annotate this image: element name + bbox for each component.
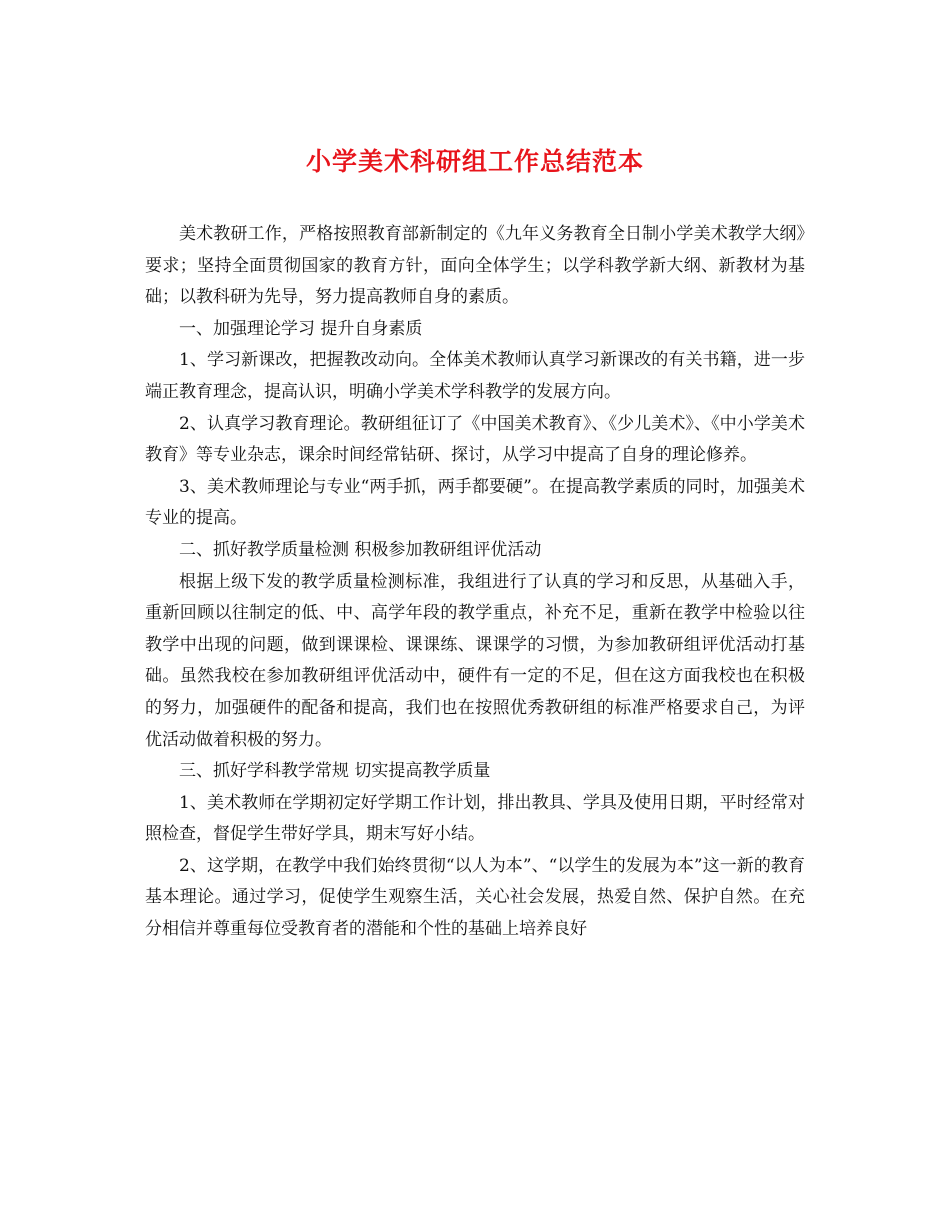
section-heading-2: 二、抓好教学质量检测 积极参加教研组评优活动 bbox=[179, 539, 542, 560]
paragraph-1-1: 1、学习新课改，把握教改动向。全体美术教师认真学习新课改的有关书籍，进一步端正教育理念，提高认识，明确小学美术学科教学的发展方向。 bbox=[145, 350, 805, 402]
paragraph-1-3: 3、美术教师理论与专业“两手抓，两手都要硬”。在提高教学素质的同时，加强美术专业的提高。 bbox=[145, 476, 805, 529]
paragraph-2: 根据上级下发的教学质量检测标准，我组进行了认真的学习和反思，从基础入手，重新回顾以往制定的低、中、高学年段的教学重点，补充不足，重新在教学中检验以往教学中出现的问题，做到课课检、课课练、课课学的习惯，为参加教研组评优活动打基础。虽然我校在参加教研组评优活动中，硬件有一定的不足，但在这方面我校也在积极的努力，加强硬件的配备和提高，我们也在按照优秀教研组的标准严格要求自己，为评优活动做着积极的努力。 bbox=[145, 571, 805, 750]
paragraph-intro: 美术教研工作，严格按照教育部新制定的《九年义务教育全日制小学美术教学大纲》要求；坚持全面贯彻国家的教育方针，面向全体学生；以学科教学新大纲、新教材为基础；以教科研为先导，努力提高教师自身的素质。 bbox=[145, 224, 805, 308]
paragraph-3-2: 2、这学期，在教学中我们始终贯彻“以人为本”、“以学生的发展为本”这一新的教育基本理论。通过学习，促使学生观察生活，关心社会发展，热爱自然、保护自然。在充分相信并尊重每位受教育者的潜能和个性的基础上培养良好 bbox=[145, 855, 805, 940]
paragraph-3-1: 1、美术教师在学期初定好学期工作计划，排出教具、学具及使用日期，平时经常对照检查，督促学生带好学具，期末写好小结。 bbox=[145, 792, 805, 845]
section-heading-3: 三、抓好学科教学常规 切实提高教学质量 bbox=[179, 761, 491, 782]
document-title: 小学美术科研组工作总结范本 bbox=[305, 147, 644, 176]
paragraph-1-2: 2、认真学习教育理论。教研组征订了《中国美术教育》、《少儿美术》、《中小学美术教育》等专业杂志，课余时间经常钻研、探讨，从学习中提高了自身的理论修养。 bbox=[145, 413, 805, 466]
document-body bbox=[145, 219, 805, 946]
section-heading-1: 一、加强理论学习 提升自身素质 bbox=[179, 318, 423, 339]
